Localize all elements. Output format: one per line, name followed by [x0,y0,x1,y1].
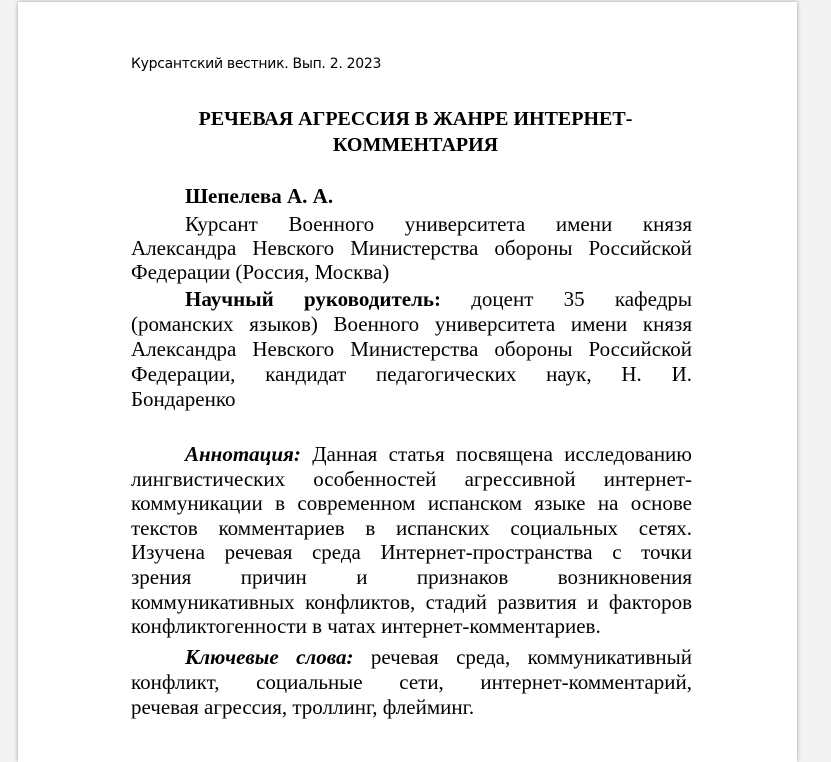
keywords-line [185,645,692,669]
journal-header: Курсантский вестник. Вып. 2. 2023 [131,56,382,72]
title-line-2: КОММЕНТАРИЯ [332,134,499,156]
title-line-1: РЕЧЕВАЯ АГРЕССИЯ В ЖАНРЕ ИНТЕРНЕТ- [198,108,633,130]
keywords-text: речевая среда, коммуникативный [353,645,692,669]
abstract-line: коммуникативных конфликтов, стадий развития и факторов [131,590,692,614]
supervisor-line: (романских языков) Военного университета имени князя [131,312,692,336]
abstract-line [185,442,692,466]
supervisor-line: Бондаренко [131,387,236,411]
abstract-line: текстов комментариев в испанских социальных сетях. [131,516,692,540]
keywords-label: Ключевые слова: [185,645,354,669]
abstract-line: конфликтогенности в чатах интернет-комментариев. [131,614,601,638]
supervisor-label: Научный руководитель: [185,287,441,311]
abstract-text: Данная статья посвящена исследованию [300,442,692,466]
author-name: Шепелева А. А. [185,184,334,208]
abstract-line: лингвистических особенностей агрессивной интернет- [131,467,692,491]
affiliation-line: Курсант Военного университета имени князя [185,212,692,236]
supervisor-line: Александра Невского Министерства обороны Российской [131,337,692,361]
abstract-label: Аннотация: [185,442,301,466]
keywords-line: речевая агрессия, троллинг, флейминг. [131,695,475,719]
abstract-line: коммуникации в современном испанском языке на основе [131,491,692,515]
affiliation-line: Федерации (Россия, Москва) [131,260,390,284]
supervisor-text: доцент 35 кафедры [440,287,692,311]
supervisor-line [185,287,692,311]
affiliation-line: Александра Невского Министерства обороны Российской [131,236,692,260]
abstract-line: зрения причин и признаков возникновения [131,565,692,589]
supervisor-line: Федерации, кандидат педагогических наук, Н. И. [131,362,692,386]
abstract-line: Изучена речевая среда Интернет-пространства с точки [131,540,692,564]
keywords-line: конфликт, социальные сети, интернет-комментарий, [131,670,692,694]
